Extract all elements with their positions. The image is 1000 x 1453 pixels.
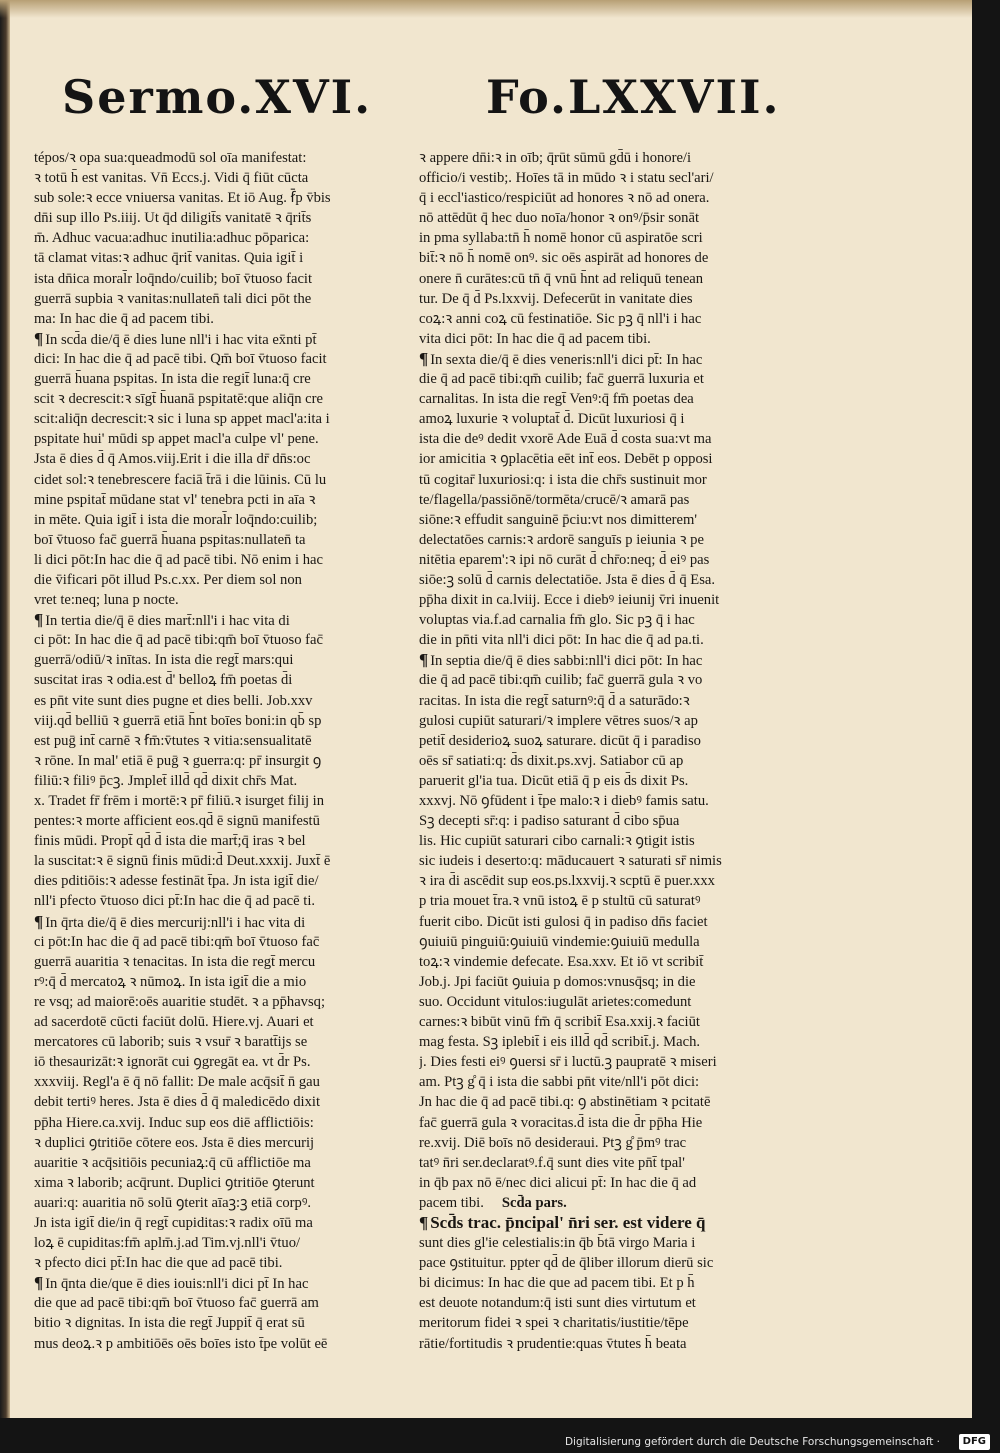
text-line bbox=[34, 389, 406, 409]
text-line bbox=[34, 691, 406, 711]
line-text: cidet sol:ꝛ tenebrescere faciā t̄rā i die lūinis. Cū lu bbox=[34, 471, 327, 488]
line-text: die que ad pacē tibi:qm̄ boī v̄tuoso fac̄ guerrā am bbox=[34, 1295, 319, 1312]
text-line bbox=[34, 1293, 406, 1313]
line-text: coꝝ:ꝛ anni coꝝ cū festinatiōe. Sic pꝫ q̄ nll'i i hac bbox=[419, 310, 702, 327]
text-line bbox=[34, 490, 406, 510]
text-line bbox=[419, 289, 777, 309]
line-text: suscitat iras ꝛ odia.est d̄' belloꝝ fm̄ poetas d̄i bbox=[34, 672, 293, 689]
text-line bbox=[419, 610, 777, 630]
line-text: scit ꝛ decrescit:ꝛ sīgt̄ h̄uanā pspitatē:que aliq̄n cre bbox=[34, 391, 323, 408]
text-line bbox=[34, 1313, 406, 1333]
text-line bbox=[34, 1273, 406, 1293]
line-text: suo. Occidunt vitulos:iugulāt arietes:comedunt bbox=[419, 993, 692, 1010]
text-line bbox=[34, 1092, 406, 1112]
text-line bbox=[419, 590, 777, 610]
text-line bbox=[34, 570, 406, 590]
text-line bbox=[419, 1253, 777, 1273]
text-line bbox=[34, 349, 406, 369]
text-line bbox=[419, 1293, 777, 1313]
text-line bbox=[419, 851, 777, 871]
line-text: In q̄rta die/q̄ ē dies mercurij:nll'i i hac vita di bbox=[45, 914, 306, 931]
line-text: ci pōt:In hac die q̄ ad pacē tibi:qm̄ boī v̄tuoso fac̄ bbox=[34, 933, 320, 950]
text-line bbox=[419, 248, 777, 268]
line-text: auaritie ꝛ acq̄sitiōis pecuniaꝝ:q̄ cū afflictiōe ma bbox=[34, 1154, 311, 1171]
text-line bbox=[34, 409, 406, 429]
line-text: re.xvij. Diē boīs nō desideraui. Ptꝫ g̊ p̄mꝰ trac bbox=[419, 1134, 687, 1151]
text-line bbox=[34, 429, 406, 449]
text-line bbox=[419, 449, 777, 469]
line-text: ior amicitia ꝛ ꝯplacētia eēt int̄ eos. Debēt p opposi bbox=[419, 451, 713, 468]
line-text: bit̄:ꝛ nō h̄ nomē onꝰ. sic oēs aspirāt ad honores de bbox=[419, 250, 709, 267]
line-text: Sꝫ decepti sr̄:q: i padiso saturant d̄ cibo sp̄ua bbox=[419, 813, 680, 830]
line-text: mag festa. Sꝫ iplebit̄ i eis illd̄ qd̄ scribit̄.j. Mach. bbox=[419, 1034, 701, 1051]
line-text: ꝛ appere dn̄i:ꝛ in oīb; q̄rūt sūmū gd̄ū i honore/i bbox=[419, 150, 692, 166]
left-text-column bbox=[34, 148, 406, 1354]
line-text: mercatores cū laborib; suis ꝛ vsur̄ ꝛ baratt̄ijs se bbox=[34, 1034, 308, 1051]
text-line bbox=[34, 972, 406, 992]
text-line bbox=[34, 711, 406, 731]
text-line bbox=[34, 1253, 406, 1273]
line-text: ꝛ duplici ꝯtritiōe cōtere eos. Jsta ē dies mercurij bbox=[34, 1134, 315, 1151]
line-text: dn̄i sup illo Ps.iiij. Ut q̄d diligit̄s vanitatē ꝛ q̄rit̄s bbox=[34, 210, 312, 227]
line-text: ꝛ ira d̄i ascēdit sup eos.ps.lxxvij.ꝛ scptū ē puer.xxx bbox=[419, 873, 715, 890]
text-line bbox=[419, 831, 777, 851]
line-text: bitio ꝛ dignitas. In ista die regt̄ Juppit̄ q̄ erat sū bbox=[34, 1315, 305, 1332]
text-line bbox=[34, 1052, 406, 1072]
line-text: es pn̄t vite sunt dies pugne et dies belli. Job.xxv bbox=[34, 692, 313, 709]
line-text: racitas. In ista die regt̄ saturnꝰ:q̄ d̄ a saturādo:ꝛ bbox=[419, 692, 690, 709]
line-text: pace ꝯstituitur. ppter qd̄ de q̄liber illorum dierū sic bbox=[419, 1255, 714, 1272]
line-text: bi dicimus: In hac die que ad pacem tibi. Et p h̄ bbox=[419, 1275, 695, 1292]
text-line bbox=[34, 309, 406, 329]
line-text: rātie/fortitudis ꝛ prudentie:quas v̄tutes h̄ beata bbox=[419, 1335, 687, 1352]
text-line bbox=[419, 1133, 777, 1153]
line-text: Jn ista igit̄ die/in q̄ regt̄ cupiditas:ꝛ radix oīū ma bbox=[34, 1214, 313, 1231]
line-text: die in pn̄ti vita nll'i dici pōt: In hac die q̄ ad pa.ti. bbox=[419, 632, 704, 649]
text-line bbox=[34, 831, 406, 851]
section-marker: Scd̄a pars. bbox=[501, 1194, 567, 1211]
text-line bbox=[419, 751, 777, 771]
text-line bbox=[419, 1113, 777, 1133]
text-line bbox=[34, 1153, 406, 1173]
text-line bbox=[34, 228, 406, 248]
text-line bbox=[34, 470, 406, 490]
text-line bbox=[34, 1334, 406, 1354]
text-line bbox=[419, 952, 777, 972]
text-line bbox=[34, 871, 406, 891]
line-text: in mēte. Quia igit̄ i ista die moral̄r loq̄ndo:cuilib; bbox=[34, 511, 318, 528]
text-line bbox=[34, 449, 406, 469]
text-line bbox=[419, 912, 777, 932]
text-line bbox=[34, 610, 406, 630]
line-text: est puḡ int̄ carnē ꝛ ẜm̄:v̄tutes ꝛ vitia:sensualitatē bbox=[34, 732, 312, 749]
text-line bbox=[419, 1313, 777, 1333]
text-line bbox=[419, 731, 777, 751]
text-line bbox=[419, 429, 777, 449]
text-line bbox=[419, 932, 777, 952]
text-line bbox=[34, 1133, 406, 1153]
line-text: mine pspitat̄ mūdane stat vl' tenebra pcti in aīa ꝛ bbox=[34, 491, 316, 508]
text-line bbox=[419, 389, 777, 409]
line-text: am. Ptꝫ g̊ q̄ i ista die sabbi pn̄t vite/nll'i pōt dici: bbox=[419, 1074, 700, 1091]
text-line bbox=[419, 1012, 777, 1032]
line-text: delectatōes carnis:ꝛ ardorē sanguīs p ieiunia ꝛ pe bbox=[419, 531, 704, 548]
line-text: tā clamat vitas:ꝛ adhuc q̄rit̄ vanitas. Quia igit̄ i bbox=[34, 250, 304, 267]
text-line bbox=[34, 912, 406, 932]
text-line bbox=[419, 771, 777, 791]
line-text: oēs sr̄ satiati:q: d̄s dixit.ps.xvj. Satiabor cū ap bbox=[419, 752, 684, 769]
text-line bbox=[34, 630, 406, 650]
text-line bbox=[419, 1153, 777, 1173]
line-text: die q̄ ad pacē tibi:qm̄ cuilib; fac̄ guerrā luxuria et bbox=[419, 371, 704, 388]
line-text: pspitate hui' mūdi sp appet macl'a culpe vl' pene. bbox=[34, 431, 319, 448]
line-text: sic iudeis i deserto:q: māducauert ꝛ saturati sr̄ nimis bbox=[419, 853, 722, 870]
text-line bbox=[34, 851, 406, 871]
line-text: sunt dies gl'ie celestialis:in q̄b b̄tā virgo Maria i bbox=[419, 1235, 696, 1252]
text-line bbox=[419, 670, 777, 690]
line-text: In q̄nta die/que ē dies iouis:nll'i dici pt̄ In hac bbox=[45, 1276, 309, 1293]
text-line bbox=[419, 1334, 777, 1354]
line-text: xima ꝛ laborib; acq̄runt. Duplici ꝯtritiōe ꝯterunt bbox=[34, 1174, 315, 1191]
text-line bbox=[419, 570, 777, 590]
text-line bbox=[34, 650, 406, 670]
text-line bbox=[34, 168, 406, 188]
line-text: viij.qd̄ belliū ꝛ guerrā etiā h̄nt boīes boni:in qb̄ sp bbox=[34, 712, 322, 729]
text-line bbox=[419, 630, 777, 650]
line-text: ꝛ totū h̄ est vanitas. Vn̄ Eccs.j. Vidi q̄ fiūt cūcta bbox=[34, 170, 309, 187]
line-text: mus deoꝝ.ꝛ p ambitiōēs oēs boīes isto t̄pe volūt eē bbox=[34, 1335, 328, 1352]
line-text: meritorum fidei ꝛ spei ꝛ charitatis/iustitie/tēpe bbox=[419, 1315, 689, 1332]
text-line bbox=[34, 590, 406, 610]
text-line bbox=[419, 871, 777, 891]
line-text: ꝛ pfecto dici pt̄:In hac die que ad pacē tibi. bbox=[34, 1255, 283, 1272]
line-text: In sexta die/q̄ ē dies veneris:nll'i dici pt̄: In hac bbox=[430, 351, 703, 368]
text-line bbox=[34, 1032, 406, 1052]
line-text: siōne:ꝛ effudit sanguinē p̄ciu:vt nos dimitterem' bbox=[419, 511, 697, 528]
text-line bbox=[34, 188, 406, 208]
line-text: ma: In hac die q̄ ad pacem tibi. bbox=[34, 310, 214, 327]
line-text: xxxvj. Nō ꝯfūdent i t̄pe malo:ꝛ i diebꝰ famis satu. bbox=[419, 793, 709, 809]
line-text: ad sacerdotē cūcti faciūt dolū. Hiere.vj. Auari et bbox=[34, 1014, 314, 1031]
line-text: lis. Hic cupiūt saturari cibo carnali:ꝛ ꝯtigit istis bbox=[419, 833, 695, 850]
text-line bbox=[34, 1173, 406, 1193]
running-head-folio: Fo.LXXVII. bbox=[486, 70, 781, 124]
line-text: li dici pōt:In hac die q̄ ad pacē tibi. Nō enim i hac bbox=[34, 551, 323, 568]
funding-credit: Digitalisierung gefördert durch die Deutsche Forschungsgemeinschaft · bbox=[564, 1436, 940, 1448]
text-line bbox=[419, 1193, 777, 1213]
text-line bbox=[419, 369, 777, 389]
line-text: dies pditiōis:ꝛ adesse festināt t̄pa. Jn ista igit̄ die/ bbox=[34, 873, 319, 890]
text-line bbox=[419, 329, 777, 349]
line-text: tépos/ꝛ opa sua:queadmodū sol oīa manifestat: bbox=[34, 150, 307, 166]
line-text: officio/i vestib;. Hoīes tā in mūdo ꝛ i statu secl'ari/ bbox=[419, 170, 714, 187]
line-text: pp̄ha Hiere.ca.xvij. Induc sup eos diē afflictiōis: bbox=[34, 1114, 314, 1131]
text-line bbox=[34, 1012, 406, 1032]
line-text: voluptas via.f.ad carnalia fm̄ glo. Sic pꝫ q̄ i hac bbox=[419, 612, 695, 629]
text-line bbox=[419, 550, 777, 570]
line-text: fac̄ guerrā gula ꝛ voracitas.d̄ ista die d̄r pp̄ha Hie bbox=[419, 1114, 703, 1131]
text-line bbox=[419, 1092, 777, 1112]
line-text: vret te:neq; luna p nocte. bbox=[34, 592, 179, 609]
line-text: debit tertiꝰ heres. Jsta ē dies d̄ q̄ maledicēdo dixit bbox=[34, 1094, 321, 1111]
text-line bbox=[419, 1173, 777, 1193]
text-line bbox=[34, 670, 406, 690]
line-text: nō attēdūt q̄ hec duo noīa/honor ꝛ onꝰ/p̄sir sonāt bbox=[419, 210, 699, 227]
text-line bbox=[34, 550, 406, 570]
line-text: iō thesaurizāt:ꝛ ignorāt cui ꝯgregāt ea. vt d̄r Ps. bbox=[34, 1054, 311, 1071]
text-line bbox=[419, 148, 777, 168]
line-text: toꝝ:ꝛ vindemie defecate. Esa.xxv. Et iō vt scribit̄ bbox=[419, 953, 704, 970]
line-text: guerrā/odiū/ꝛ inītas. In ista die regt̄ mars:qui bbox=[34, 652, 294, 669]
text-line bbox=[419, 1233, 777, 1253]
line-text: die v̄ificari pōt illud Ps.c.xx. Per diem sol non bbox=[34, 571, 302, 588]
line-text: auari:q: auaritia nō solū ꝯterit aīaꝫ:ꝫ etiā corpꝰ. bbox=[34, 1194, 312, 1211]
text-line bbox=[34, 771, 406, 791]
line-text: filiū:ꝛ filiꝰ p̄cꝫ. Jmplet̄ illd̄ qd̄ dixit chr̄s Mat. bbox=[34, 772, 298, 789]
line-text: sub sole:ꝛ ecce vniuersa vanitas. Et iō Aug. ẜ̄p v̄bis bbox=[34, 190, 331, 207]
page-top-shadow bbox=[0, 0, 972, 18]
line-text: scit:aliq̄n decrescit:ꝛ sic i luna sp appet macl'a:ita i bbox=[34, 411, 330, 428]
text-line bbox=[419, 691, 777, 711]
line-text: In tertia die/q̄ ē dies mart̄:nll'i i hac vita di bbox=[45, 613, 290, 630]
text-line bbox=[34, 208, 406, 228]
line-text: Jn hac die q̄ ad pacē tibi.q: ꝯ abstinētiam ꝛ pcitatē bbox=[419, 1094, 711, 1111]
text-line bbox=[419, 269, 777, 289]
line-text: guerrā auaritia ꝛ tenacitas. In ista die regt̄ mercu bbox=[34, 953, 316, 970]
line-text: dici: In hac die q̄ ad pacē tibi. Qm̄ boī v̄tuoso facit bbox=[34, 350, 327, 367]
text-line bbox=[419, 1072, 777, 1092]
text-line bbox=[34, 369, 406, 389]
text-line bbox=[419, 1273, 777, 1293]
line-text: carnalitas. In ista die regt̄ Venꝰ:q̄ fm̄ poetas dea bbox=[419, 391, 694, 408]
line-text: carnes:ꝛ bibūt vinū fm̄ q̄ scribit̄ Esa.xxij.ꝛ faciūt bbox=[419, 1014, 700, 1031]
line-text: tū cogitar̄ luxuriosi:q: i ista die chr̄s sustinuit mor bbox=[419, 471, 707, 488]
text-line bbox=[34, 248, 406, 268]
line-text: boī v̄tuoso fac̄ guerrā h̄uana pspitas:nullaten̄ ta bbox=[34, 531, 306, 548]
line-text: In septia die/q̄ ē dies sabbi:nll'i dici pōt: In hac bbox=[430, 653, 703, 670]
line-text: re vsq; ad maiorē:oēs auaritie studēt. ꝛ a pp̄havsq; bbox=[34, 993, 326, 1010]
line-text: die q̄ ad pacē tibi:qm̄ cuilib; fac̄ guerrā gula ꝛ vo bbox=[419, 672, 703, 689]
line-text: nll'i pfecto v̄tuoso dici pt̄:In hac die q̄ ad pacē ti. bbox=[34, 893, 316, 910]
text-line bbox=[419, 349, 777, 369]
line-text: in pma syllaba:tn̄ h̄ nomē honor cū aspiratōe scri bbox=[419, 230, 703, 247]
line-text: siōe:ꝫ solū d̄ carnis delectatiōe. Jsta ē dies d̄ q̄ Esa. bbox=[419, 571, 716, 588]
text-line bbox=[34, 1213, 406, 1233]
line-text: la suscitat:ꝛ ē signū finis mūdi:d̄ Deut.xxxij. Juxt̄ ē bbox=[34, 853, 331, 870]
line-text: est deuote notandum:q̄ isti sunt dies virtutum et bbox=[419, 1295, 696, 1312]
line-text: fuerit cibo. Dicūt isti gulosi q̄ in padiso dn̄s faciet bbox=[419, 913, 708, 930]
text-line bbox=[419, 650, 777, 670]
text-line bbox=[419, 510, 777, 530]
text-line bbox=[34, 992, 406, 1012]
line-text: pacem tibi. bbox=[419, 1194, 484, 1211]
line-text: q̄ i eccl'iastico/respiciūt ad honores ꝛ nō ad onera. bbox=[419, 190, 710, 207]
line-text: ꝛ rōne. In mal' etiā ē puḡ ꝛ guerra:q: pr̄ insurgit ꝯ bbox=[34, 752, 322, 769]
text-line bbox=[34, 510, 406, 530]
text-line bbox=[34, 530, 406, 550]
text-line bbox=[34, 289, 406, 309]
line-text: rꝰ:q̄ d̄ mercatoꝝ ꝛ nūmoꝝ. In ista igit̄ die a mio bbox=[34, 973, 307, 990]
dfg-logo: DFG bbox=[959, 1434, 990, 1450]
line-text: in q̄b pax nō ē/nec dici alicui pt̄: In hac die q̄ ad bbox=[419, 1174, 697, 1191]
line-text: Job.j. Jpi faciūt ꝯuiuia p domos:vnusq̄sq; in die bbox=[419, 973, 696, 990]
text-line bbox=[419, 530, 777, 550]
line-text: In scd̄a die/q̄ ē dies lune nll'i i hac vita ex̄nti pt̄ bbox=[45, 331, 317, 348]
text-line bbox=[34, 1113, 406, 1133]
text-line bbox=[34, 329, 406, 349]
text-line bbox=[419, 1032, 777, 1052]
page-gutter bbox=[0, 0, 10, 1418]
text-line bbox=[419, 1213, 777, 1233]
line-text: finis mūdi. Propt̄ qd̄ d̄ ista die mart̄;q̄ iras ꝛ bel bbox=[34, 833, 306, 850]
line-text: Jsta ē dies d̄ q̄ Amos.viij.Erit i die illa dr̄ dn̄s:oc bbox=[34, 451, 311, 468]
line-text: onere n̄ curātes:cū tn̄ q̄ vnū h̄nt ad reliquū tenean bbox=[419, 270, 704, 287]
text-line bbox=[419, 228, 777, 248]
line-text: tur. De q̄ d̄ Ps.lxxvij. Defecerūt in vanitate dies bbox=[419, 290, 693, 307]
text-line bbox=[34, 148, 406, 168]
line-text: petit̄ desiderioꝝ suoꝝ saturare. dicūt q̄ i paradiso bbox=[419, 732, 701, 749]
line-text: ista dn̄ica moral̄r loq̄ndo/cuilib; boī v̄tuoso facit bbox=[34, 270, 313, 287]
line-text: ista die deꝰ dedit vxorē Ade Euā d̄ costa sua:vt ma bbox=[419, 431, 712, 448]
text-line bbox=[419, 891, 777, 911]
right-text-column bbox=[419, 148, 777, 1354]
line-text: guerrā h̄uana pspitas. In ista die regit̄ luna:q̄ cre bbox=[34, 371, 311, 388]
text-line bbox=[34, 791, 406, 811]
text-line bbox=[34, 932, 406, 952]
line-text: gulosi cupiūt saturari/ꝛ implere vētres suos/ꝛ ap bbox=[419, 712, 698, 729]
text-line bbox=[34, 731, 406, 751]
text-line bbox=[34, 811, 406, 831]
text-line bbox=[419, 1052, 777, 1072]
line-text: loꝝ ē cupiditas:fm̄ aplm̄.j.ad Tim.vj.nll'i v̄tuo/ bbox=[34, 1235, 301, 1252]
text-line bbox=[419, 972, 777, 992]
line-text: Scd̄s trac. p̄ncipal' n̄ri ser. est videre q̄ bbox=[430, 1212, 706, 1232]
text-line bbox=[419, 711, 777, 731]
running-head-sermon: Sermo.XVI. bbox=[62, 70, 373, 124]
text-line bbox=[34, 269, 406, 289]
text-line bbox=[34, 891, 406, 911]
line-text: x. Tradet fr̄ frēm i mortē:ꝛ pr̄ filiū.ꝛ isurget filij in bbox=[34, 793, 324, 809]
text-line bbox=[419, 470, 777, 490]
text-line bbox=[419, 811, 777, 831]
text-line bbox=[34, 751, 406, 771]
line-text: pp̄ha dixit in ca.lviij. Ecce i diebꝰ ieiunij v̄ri inuenit bbox=[419, 592, 720, 609]
text-line bbox=[419, 168, 777, 188]
line-text: pentes:ꝛ morte afficient eos.qd̄ ē signū manifestū bbox=[34, 813, 320, 830]
line-text: j. Dies festi eiꝰ ꝯuersi sr̄ i luctū.ꝫ paupratē ꝛ miseri bbox=[419, 1054, 717, 1071]
text-line bbox=[419, 309, 777, 329]
line-text: guerrā supbia ꝛ vanitas:nullaten̄ tali dici pōt the bbox=[34, 290, 312, 307]
text-line bbox=[419, 409, 777, 429]
line-text: m̄. Adhuc vacua:adhuc inutilia:adhuc pōparica: bbox=[34, 230, 310, 247]
text-line bbox=[34, 952, 406, 972]
text-line bbox=[419, 490, 777, 510]
line-text: paruerit gl'ia tua. Dicūt etiā q̄ p eis d̄s dixit Ps. bbox=[419, 772, 689, 789]
line-text: tatꝰ n̄ri ser.declaratꝰ.f.q̄ sunt dies vite pn̄t̄ tpal' bbox=[419, 1154, 685, 1171]
text-line bbox=[419, 992, 777, 1012]
text-line bbox=[419, 208, 777, 228]
text-line bbox=[34, 1193, 406, 1213]
text-line bbox=[34, 1072, 406, 1092]
line-text: ci pōt: In hac die q̄ ad pacē tibi:qm̄ boī v̄tuoso fac̄ bbox=[34, 632, 323, 649]
line-text: ꝯuiuiū pinguiū:ꝯuiuiū vindemie:ꝯuiuiū medulla bbox=[419, 933, 700, 950]
line-text: vita dici pōt: In hac die q̄ ad pacem tibi. bbox=[419, 330, 651, 347]
line-text: p tria mouet t̄ra.ꝛ vnū istoꝝ ē p stultū cū saturatꝰ bbox=[419, 893, 701, 910]
text-line bbox=[419, 188, 777, 208]
line-text: nitētia eparem':ꝛ ipi nō curāt d̄ chr̄o:neq; d̄ eiꝰ pas bbox=[419, 551, 710, 568]
line-text: xxxviij. Regl'a ē q̄ nō fallit: De male acq̄sit̄ n̄ gau bbox=[34, 1074, 320, 1091]
text-line bbox=[34, 1233, 406, 1253]
line-text: te/flagella/passiōnē/tormēta/crucē/ꝛ amarā pas bbox=[419, 491, 690, 508]
line-text: amoꝝ luxurie ꝛ voluptat̄ d̄. Dicūt luxuriosi q̄ i bbox=[419, 411, 685, 428]
text-line bbox=[419, 791, 777, 811]
